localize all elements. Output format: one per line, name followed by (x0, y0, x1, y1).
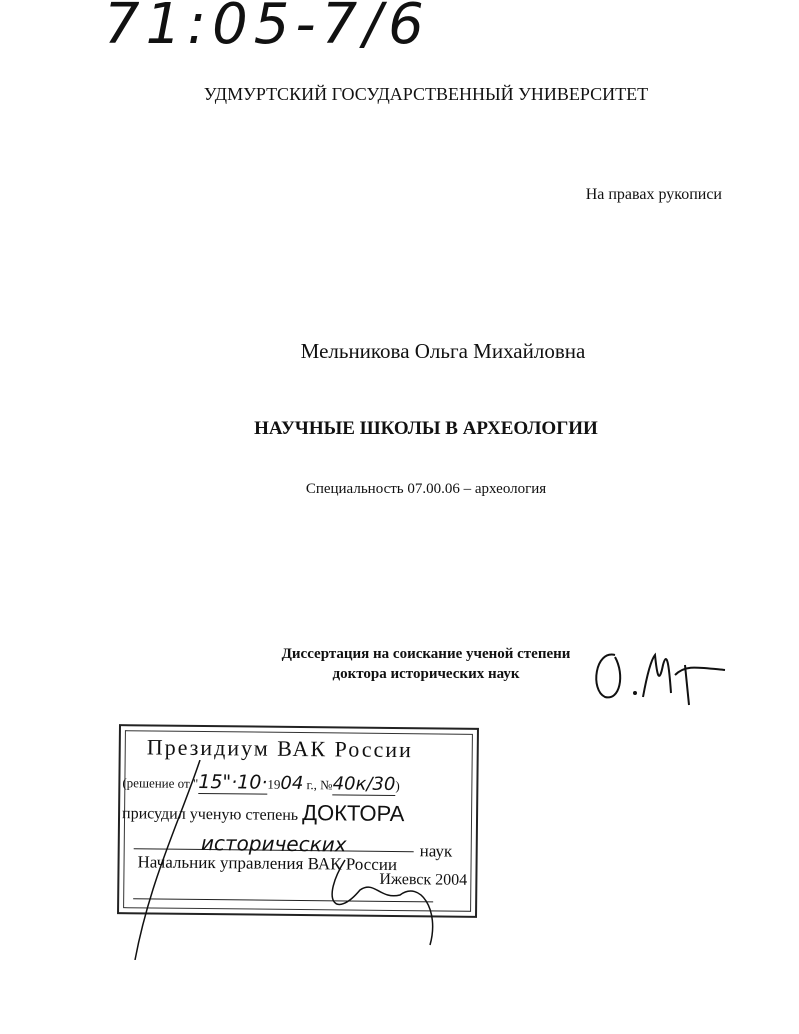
signature (585, 635, 735, 710)
stamp-field-suffix: наук (419, 841, 453, 861)
stamp-decision: (решение от "15"·10·1904 г., №40к/30) (122, 770, 400, 796)
stamp-header: Президиум ВАК России (146, 734, 414, 763)
stamp-signature-stroke (120, 760, 450, 960)
city-year: Ижевск 2004 (379, 870, 468, 889)
author-name: Мельникова Ольга Михайловна (300, 339, 586, 363)
dissertation-title: НАУЧНЫЕ ШКОЛЫ В АРХЕОЛОГИИ (254, 418, 598, 439)
stamp-awarded: присудил ученую степень ДОКТОРА (121, 800, 405, 827)
university-name: УДМУРТСКИЙ ГОСУДАРСТВЕННЫЙ УНИВЕРСИТЕТ (203, 84, 649, 104)
stamp-signatory: Начальник управления ВАК России (137, 852, 398, 875)
specialty: Специальность 07.00.06 – археология (305, 481, 547, 497)
stamp-field: исторических (134, 830, 414, 852)
archive-code-handwritten: 71:05-7/6 (104, 0, 430, 57)
dissertation-degree-line2: доктора исторических наук (332, 666, 520, 682)
rights-note: На правах рукописи (585, 186, 722, 203)
dissertation-degree-line1: Диссертация на соискание ученой степени (281, 646, 571, 662)
